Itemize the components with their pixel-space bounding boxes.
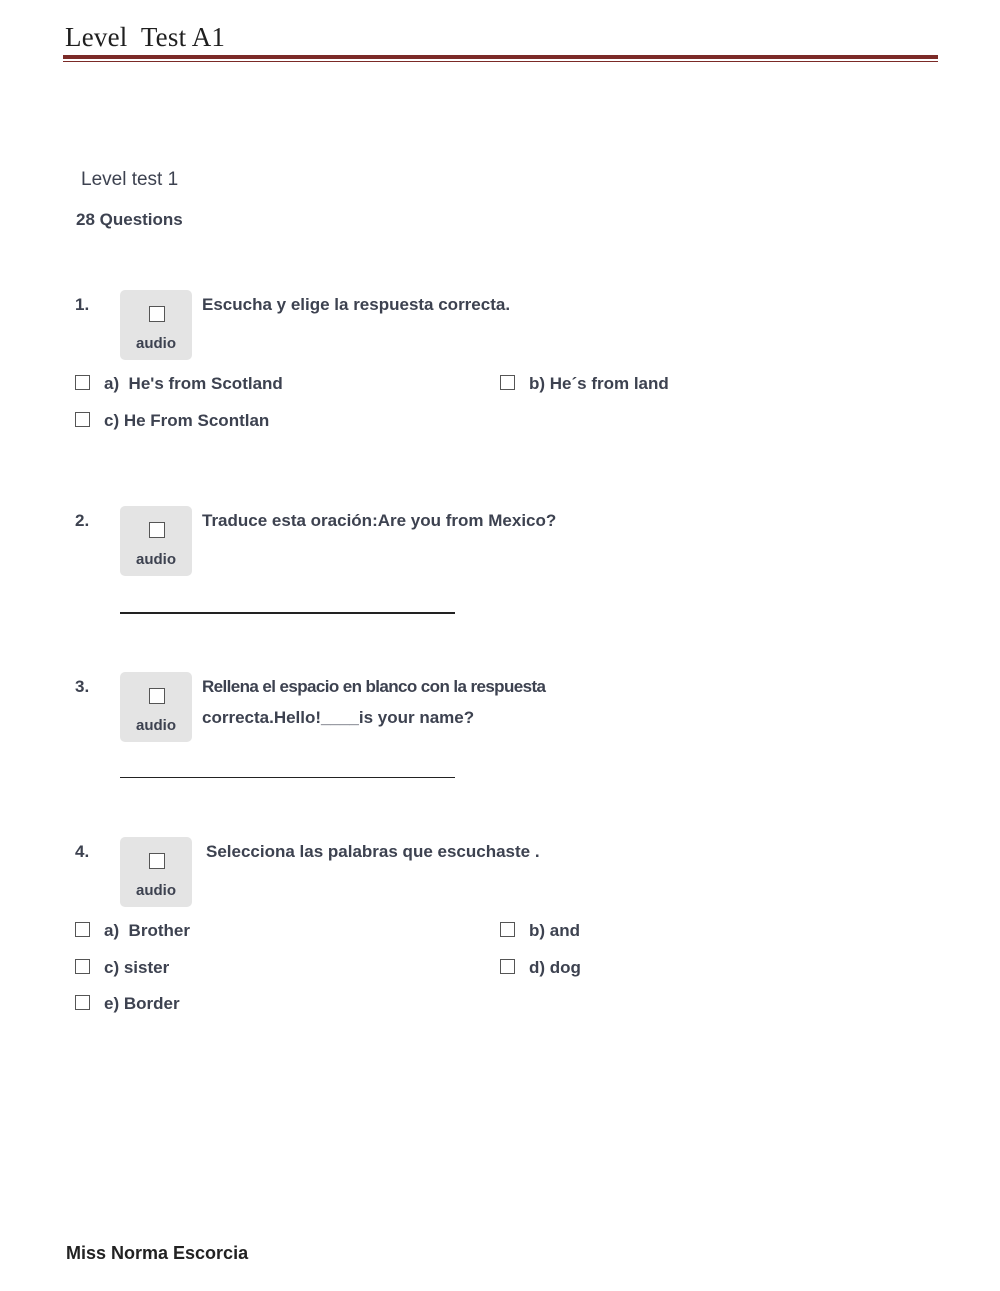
question-2-audio-button[interactable] [120, 506, 192, 576]
audio-label: audio [136, 882, 176, 899]
audio-label: audio [136, 717, 176, 734]
audio-play-icon [149, 522, 165, 538]
checkbox[interactable] [75, 995, 90, 1010]
option-label: d) dog [529, 958, 581, 977]
option-label: b) He´s from land [529, 374, 669, 393]
header-rule-thick [63, 55, 938, 59]
question-3-audio-button[interactable] [120, 672, 192, 742]
checkbox[interactable] [75, 959, 90, 974]
question-3-prompt-line-2: correcta.Hello!____is your name? [202, 708, 475, 727]
audio-label: audio [136, 335, 176, 352]
option-label: e) Border [104, 994, 180, 1013]
option-label: b) and [529, 921, 580, 940]
question-1-audio-button[interactable] [120, 290, 192, 360]
header-rule-thin [63, 61, 938, 62]
checkbox[interactable] [500, 959, 515, 974]
question-3-number: 3. [75, 677, 90, 696]
question-1-prompt: Escucha y elige la respuesta correcta. [202, 295, 511, 314]
test-name: Level test 1 [81, 169, 179, 190]
checkbox[interactable] [75, 412, 90, 427]
checkbox[interactable] [500, 375, 515, 390]
checkbox[interactable] [500, 922, 515, 937]
question-4-audio-button[interactable] [120, 837, 192, 907]
checkbox[interactable] [75, 375, 90, 390]
audio-play-icon [149, 306, 165, 322]
question-4-number: 4. [75, 842, 90, 861]
audio-play-icon [149, 688, 165, 704]
question-count: 28 Questions [76, 210, 183, 229]
question-2-number: 2. [75, 511, 90, 530]
question-4-prompt: Selecciona las palabras que escuchaste . [206, 842, 540, 861]
footer-author: Miss Norma Escorcia [66, 1243, 249, 1263]
document-title: Level Test A1 [65, 22, 226, 52]
option-label: a) Brother [104, 921, 190, 940]
question-1-number: 1. [75, 295, 90, 314]
question-3-prompt-line-1: Rellena el espacio en blanco con la respuesta [202, 677, 546, 696]
option-label: c) sister [104, 958, 170, 977]
option-label: c) He From Scontlan [104, 411, 270, 430]
option-label: a) He's from Scotland [104, 374, 283, 393]
question-2-prompt: Traduce esta oración:Are you from Mexico? [202, 511, 557, 530]
checkbox[interactable] [75, 922, 90, 937]
audio-label: audio [136, 551, 176, 568]
audio-play-icon [149, 853, 165, 869]
question-2-answer-line[interactable] [120, 612, 455, 614]
question-3-answer-line[interactable] [120, 777, 455, 778]
